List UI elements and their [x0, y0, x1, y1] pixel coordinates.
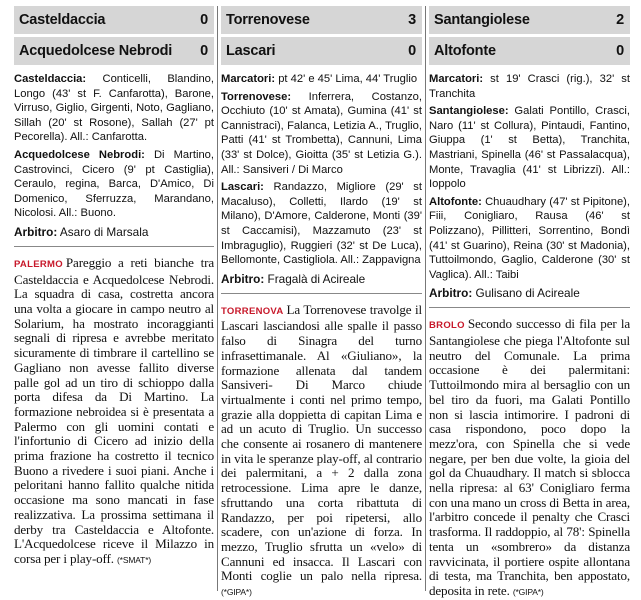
match-report-text: Pareggio a reti bianche tra Casteldaccia e Acquedolcese Nebrodi. La squadra di casa, costretta ancora una volta a giocare in campo neutro al Solarium, ha mostrato incoraggianti segnali di ripresa e avrebbe meritato sicuramente di timbrare il cartellino se Gagliano non avesse fallito diverse palle gol ad un tiro di schioppo dalla porta difesa da Di Martino. La formazione nebroidea si è presentata a Palermo con gli uomini contati e l'infortunio di Cicero ad inizio della prima frazione ha costretto il tecnico Buono a rivedere i suoi piani. Anche i peloritani hanno fallito qualche nitida occasione ma sono mancati in fase realizzativa. La prossima settimana il derby tra Casteldaccia e Altofonte. L'Acquedolcese riceve il Milazzo in corsa per i play-off.: [14, 254, 214, 566]
referee-label: Arbitro:: [221, 271, 265, 286]
home-team-score-row: [429, 6, 630, 34]
match-report: [221, 303, 422, 600]
home-team-score: 3: [408, 12, 416, 28]
referee-line: [429, 285, 630, 301]
away-lineup: [429, 195, 630, 283]
away-team-score-row: [14, 37, 214, 65]
away-lineup: [221, 180, 422, 268]
away-lineup-label: Lascari:: [221, 181, 264, 194]
section-divider: [429, 307, 630, 308]
match-details-box: [14, 72, 214, 240]
match-report: [14, 256, 214, 568]
match-details-box: [429, 72, 630, 301]
away-lineup: [14, 148, 214, 221]
away-team-name: Altofonte: [434, 43, 496, 59]
referee-name: Gulisano di Acireale: [472, 286, 580, 301]
away-lineup-text: Randazzo, Migliore (29' st Macaluso), Colletti, Ilardo (19' st Milano), D'Amore, Calderone, Monti (39' st Caccamisi), Mazzamuto (23' st Imbraguglio), Ruggieri (32' st De Luca), Bellomonte, Castigliola. All.: Zappavigna: [221, 181, 422, 267]
referee-line: [221, 271, 422, 287]
away-lineup-text: Di Martino, Castrovinci, Cicero (9' pt Castiglia), Ceraulo, regina, Barca, D'Amico, Di Domenico, Sferruzza, Marandano, Nicolosi. All.: Buono.: [14, 148, 214, 220]
home-lineup-label: Torrenovese:: [221, 90, 292, 103]
author-signature: (*GIPA*): [221, 587, 252, 598]
away-team-name: Acquedolcese Nebrodi: [19, 43, 173, 59]
home-lineup: [221, 90, 422, 178]
author-signature: (*GIPA*): [512, 586, 544, 597]
away-team-score: 0: [200, 43, 208, 59]
scorers-label: Marcatori:: [429, 73, 484, 85]
home-team-score: 2: [616, 12, 624, 28]
scorers-text: pt 42' e 45' Lima, 44' Truglio: [275, 73, 418, 85]
column-divider: [217, 6, 218, 591]
home-team-name: Casteldaccia: [19, 12, 106, 28]
location-tag: TORRENOVA: [221, 305, 284, 317]
scorers-text: st 19' Crasci (rig.), 32' st Tranchita: [429, 73, 630, 100]
away-team-score-row: [429, 37, 630, 65]
author-signature: (*SMAT*): [117, 555, 152, 565]
match-details-box: [221, 72, 422, 287]
location-tag: BROLO: [429, 320, 465, 332]
referee-label: Arbitro:: [14, 224, 58, 239]
match-column-torrenovese-lascari: [221, 6, 422, 596]
home-lineup-label: Casteldaccia:: [14, 73, 87, 85]
match-report-text: Secondo successo di fila per la Santangiolese che piega l'Altofonte sul neutro del Comunale. La prima occasione è dei palermitani: Tuttoilmondo mira al bersaglio con un bel tiro da fuori, ma Galati Pontillo non si lascia intimorire. I padroni di casa rispondono, poco dopo la mezz'ora, con Spinella che si vede negare, per ben due volte, la gioia del gol da Chuaudhary. Il match si sblocca nella ripresa: al 63' Conigliaro ferma con una mano un cross di Betta in area, l'arbitro concede il penalty che Crasci trasforma. Il raddoppio, al 78': Spinella tenta un «sombrero» da distanza ravvicinata, il portiere ospite allontana di testa, ma Tranchita, ben appostato, deposita in rete.: [429, 316, 630, 598]
scorers-label: Marcatori:: [221, 73, 276, 85]
home-lineup-text: Conticelli, Blandino, Longo (43' st F. Canfarotta), Barone, Virruso, Giglio, Girgenti, Noto, Gagliano, Sillah (20' st Rosone), Sallah (27' pt Pecorella). All.: Canfarotta.: [14, 73, 214, 144]
home-lineup: [429, 104, 630, 192]
away-team-name: Lascari: [226, 43, 276, 59]
scorers-line: [429, 72, 630, 101]
away-lineup-label: Altofonte:: [429, 195, 482, 208]
home-lineup-label: Santangiolese:: [429, 105, 509, 118]
home-team-name: Torrenovese: [226, 12, 310, 28]
match-report: [429, 317, 630, 599]
home-team-score: 0: [200, 12, 208, 28]
home-team-score-row: [221, 6, 422, 34]
scorers-line: [221, 72, 422, 87]
referee-label: Arbitro:: [429, 286, 473, 301]
match-column-santangiolese-altofonte: [429, 6, 630, 596]
location-tag: PALERMO: [14, 258, 63, 270]
away-team-score: 0: [616, 43, 624, 59]
referee-name: Asaro di Marsala: [57, 224, 149, 239]
away-lineup-text: Chuaudhary (47' st Pipitone), Fiii, Conigliaro, Rausa (46' st Polizzano), Pillitteri, Sorrentino, Bondì (41' st Guarino), Reina (30' st Madonia), Tuttoilmondo, Gaglio, Calderone (30' st Vaglica). All.: Taibi: [429, 195, 630, 281]
match-column-casteldaccia-acquedolcese: [14, 6, 214, 596]
away-team-score-row: [221, 37, 422, 65]
away-team-score: 0: [408, 43, 416, 59]
section-divider: [14, 246, 214, 247]
home-lineup: [14, 72, 214, 145]
home-team-name: Santangiolese: [434, 12, 530, 28]
match-report-text: La Torrenovese travolge il Lascari lasciandosi alle spalle il passo falso di Sinagra del turno infrasettimanale. Al «Giuliano», la formazione allenata dal tandem Sansiveri- Di Marco chiude virtualmente i conti nel primo tempo, grazie alla doppietta di capitan Lima e ad un acuto di Truglio. Un successo che consente ai rosanero di mantenere in vita le speranze play-off, al contrario dei palermitani, a + 2 dalla zona retrocessione. Lima apre le danze, sfruttando una corta ribattuta di Randazzo, per poi ripetersi, allo scadere, con un'azione di forza. In mezzo, Truglio sfrutta un «velo» di Cannuni ed insacca. Il Lascari con Monti coglie un palo nella ripresa.: [221, 301, 422, 584]
home-lineup-text: Inferrera, Costanzo, Occhiuto (10' st Amata), Gumina (41' st Cannistraci), Falanca, Letizia A., Truglio, Patti (41' st Trombetta), Cannuni, Lima (33' st Dolce), Gioitta (35' st Letizia G.). All.: Sansiveri / Di Marco: [221, 90, 422, 176]
home-team-score-row: [14, 6, 214, 34]
referee-line: [14, 224, 214, 240]
home-lineup-text: Galati Pontillo, Crasci, Naro (11' st Collura), Pintaudi, Fantino, Giuppa (1' st Betta), Tranchita, Mastriani, Spinella (46' st Passalacqua), Monte, Travaglia (41' st Librizzi). All.: Ioppolo: [429, 105, 630, 191]
column-divider: [425, 6, 426, 591]
section-divider: [221, 293, 422, 294]
away-lineup-label: Acquedolcese Nebrodi:: [14, 148, 145, 161]
referee-name: Fragalà di Acireale: [264, 271, 366, 286]
